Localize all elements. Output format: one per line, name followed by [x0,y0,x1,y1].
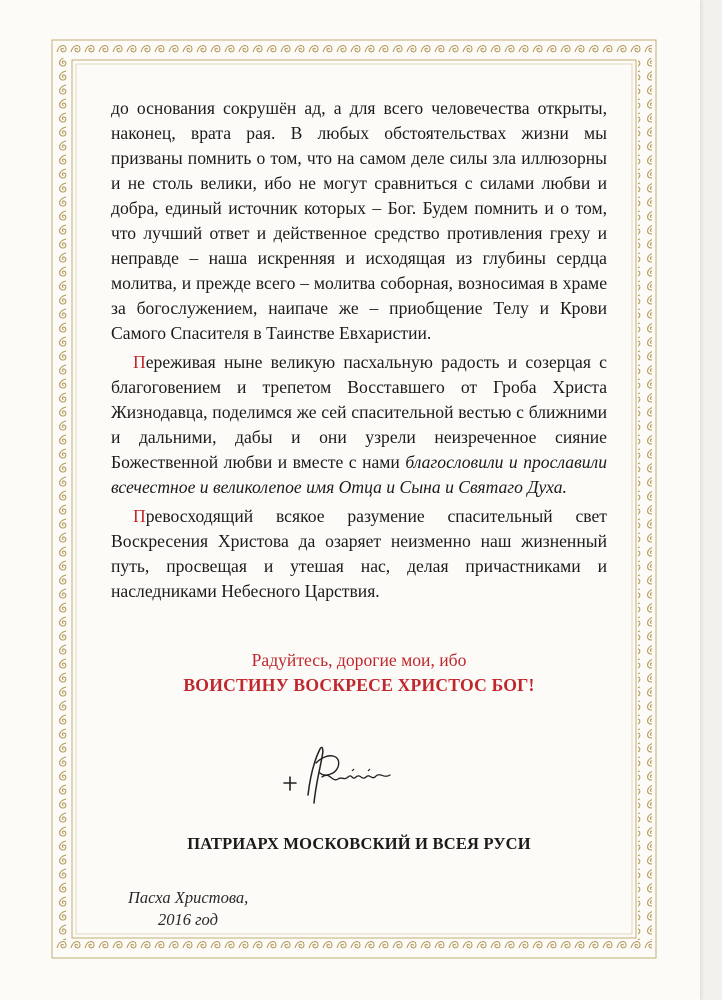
paragraph-italic-text: благословили и прославили всечестное и великолепое имя Отца и Сына и Святаго Духа. [111,452,607,497]
signer-title: ПАТРИАРХ МОСКОВСКИЙ И ВСЕЯ РУСИ [187,834,531,853]
paragraph-text: ереживая ныне великую пасхальную радость и созерцая с благоговением и трепетом Восставшего от Гроба Христа Жизнодавца, поделимся же сей спасительной вестью с ближними и дальними, дабы и они узрели неизреченное сияние Божественной любви и вместе с нами [111,352,607,472]
handwritten-signature [280,743,420,813]
paragraph-text: до основания сокрушён ад, а для всего человечества открыты, наконец, врата рая. В любых обстоятельствах жизни мы призваны помнить о том, что на самом деле силы зла иллюзорны и не столь велики, ибо не могут сравниться с силами любви и добра, единый источник которых – Бог. Будем помнить и о том, что лучший ответ и действенное средство противления греху и неправде – наша искренняя и исходящая из глубины сердца молитва, и прежде всего – молитва соборная, возносимая в храме за богослужением, наипаче же – приобщение Телу и Крови Самого Спасителя в Таинстве Евхаристии. [111,98,607,343]
paragraph-initial-letter: П [133,506,146,526]
letter-paragraph [111,350,607,500]
letter-paragraph [111,96,607,346]
paragraph-text: ревосходящий всякое разумение спасительный свет Воскресения Христова да озаряет неизменно наш жизненный путь, просвещая и утешая нас, делая причастниками и наследниками Небесного Царствия. [111,506,607,601]
greeting-line-1: Радуйтесь, дорогие мои, ибо [251,650,467,670]
greeting-line-2: ВОИСТИНУ ВОСКРЕСЕ ХРИСТОС БОГ! [183,675,535,695]
letter-paragraph [111,504,607,604]
date-line-2: 2016 год [158,910,218,929]
letter-body [111,96,607,608]
closing-greeting [111,648,607,698]
date-block [128,887,288,931]
date-line-1: Пасха Христова, [128,888,249,907]
paragraph-initial-letter: П [133,352,146,372]
